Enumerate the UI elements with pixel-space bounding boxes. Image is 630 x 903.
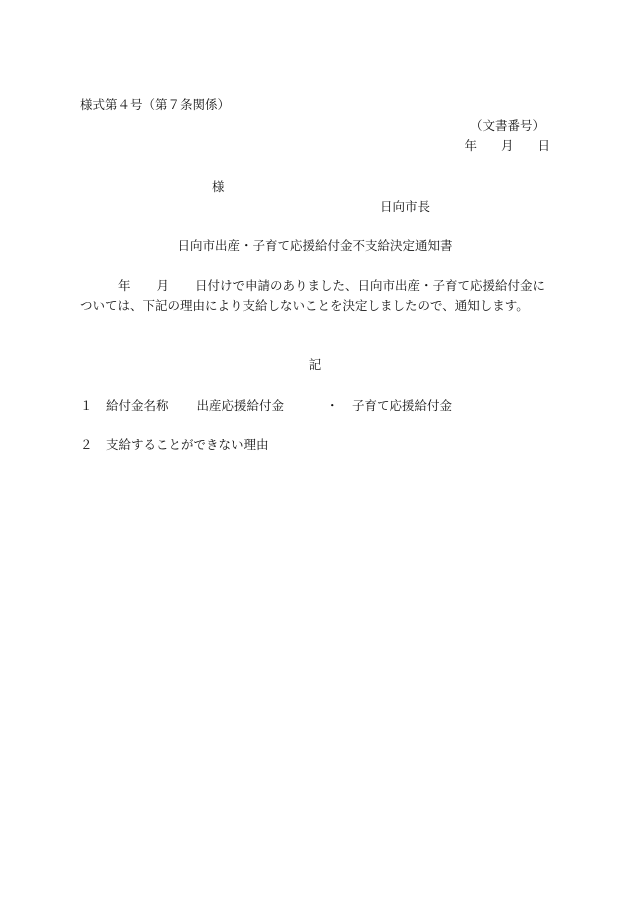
ki-heading: 記 — [308, 357, 322, 372]
issue-date — [464, 138, 550, 153]
item1-option-a: 出産応援給付金 — [196, 398, 285, 413]
item1-label: 給付金名称 — [106, 398, 169, 413]
body-month: 月 — [156, 278, 170, 293]
body-text: 日付けで申請のありました、日向市出産・子育て応援給付金については、下記の理由により支給しないことを決定しましたので、通知します。 — [80, 278, 546, 313]
body-paragraph — [80, 276, 554, 316]
date-year: 年 — [464, 138, 477, 153]
date-day: 日 — [537, 138, 550, 153]
item1-separator: ・ — [326, 398, 339, 413]
item-benefit-name — [80, 398, 452, 413]
document-number: （文書番号） — [469, 118, 545, 133]
item-reason — [80, 437, 269, 452]
sender: 日向市長 — [380, 199, 431, 214]
item1-number: １ — [80, 398, 93, 413]
document-title: 日向市出産・子育て応援給付金不支給決定通知書 — [177, 238, 453, 253]
item2-label: 支給することができない理由 — [106, 437, 269, 452]
item1-option-b: 子育て応援給付金 — [352, 398, 453, 413]
item2-number: ２ — [80, 437, 93, 452]
addressee: 様 — [212, 179, 225, 194]
date-month: 月 — [500, 138, 514, 153]
form-label: 様式第４号（第７条関係） — [80, 97, 231, 112]
body-year: 年 — [118, 278, 131, 293]
